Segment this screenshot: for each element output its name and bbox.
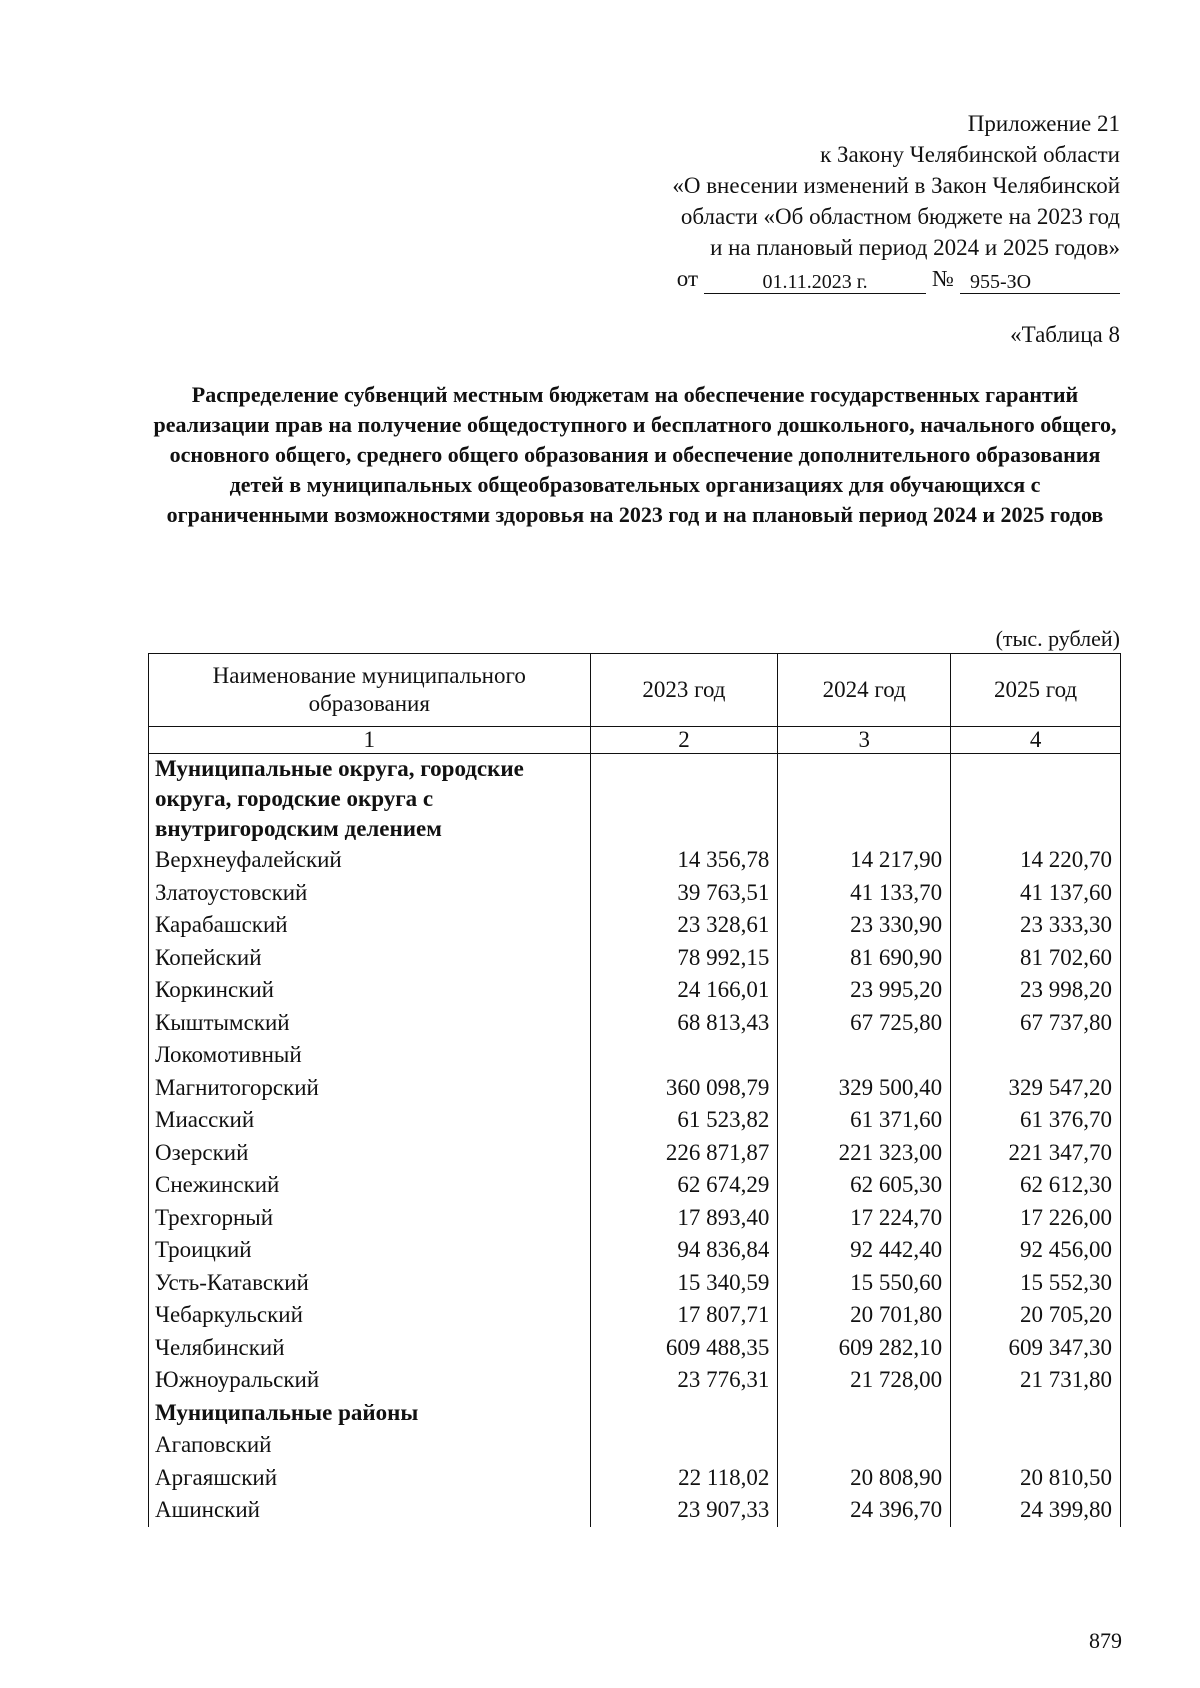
table-row (149, 1429, 1121, 1462)
table-caption: «Таблица 8 (1010, 322, 1120, 347)
table-row (149, 877, 1121, 910)
value-2023 (590, 1397, 778, 1430)
value-2023: 17 807,71 (590, 1299, 778, 1332)
table-row (149, 1267, 1121, 1300)
municipality-name: Троицкий (149, 1234, 591, 1267)
signature-row (672, 263, 1120, 294)
municipality-name: Муниципальные районы (149, 1397, 591, 1430)
table-row (149, 942, 1121, 975)
value-2024: 67 725,80 (778, 1007, 951, 1040)
value-2024: 14 217,90 (778, 844, 951, 877)
value-2025: 23 333,30 (951, 909, 1121, 942)
value-2023: 39 763,51 (590, 877, 778, 910)
appendix-line: области «Об областном бюджете на 2023 год (680, 204, 1120, 229)
value-2023: 14 356,78 (590, 844, 778, 877)
table-row (149, 1202, 1121, 1235)
table-body (149, 754, 1121, 1527)
value-2025: 62 612,30 (951, 1169, 1121, 1202)
municipality-name: Миасский (149, 1104, 591, 1137)
number-label: № (932, 266, 954, 291)
table-row (149, 1364, 1121, 1397)
table-row (149, 844, 1121, 877)
value-2025: 20 705,20 (951, 1299, 1121, 1332)
municipality-name: Трехгорный (149, 1202, 591, 1235)
value-2024: 41 133,70 (778, 877, 951, 910)
header-2024: 2024 год (778, 654, 951, 727)
value-2024: 61 371,60 (778, 1104, 951, 1137)
value-2024 (778, 1397, 951, 1430)
value-2025: 81 702,60 (951, 942, 1121, 975)
municipality-name: Локомотивный (149, 1039, 591, 1072)
municipality-name: Снежинский (149, 1169, 591, 1202)
column-number: 2 (590, 727, 778, 754)
municipality-name: Копейский (149, 942, 591, 975)
value-2025: 21 731,80 (951, 1364, 1121, 1397)
header-2023: 2023 год (590, 654, 778, 727)
value-2024: 24 396,70 (778, 1494, 951, 1527)
value-2025 (951, 1397, 1121, 1430)
municipality-name: Аргаяшский (149, 1462, 591, 1495)
value-2023: 78 992,15 (590, 942, 778, 975)
value-2025: 20 810,50 (951, 1462, 1121, 1495)
column-number: 1 (149, 727, 591, 754)
municipality-name: Муниципальные округа, городские округа, городские округа с внутригородским делением (149, 754, 591, 845)
value-2024: 329 500,40 (778, 1072, 951, 1105)
value-2024 (778, 754, 951, 845)
municipality-name: Карабашский (149, 909, 591, 942)
column-numbers-row (149, 727, 1121, 754)
value-2025: 61 376,70 (951, 1104, 1121, 1137)
value-2025: 14 220,70 (951, 844, 1121, 877)
section-row (149, 754, 1121, 845)
value-2025: 41 137,60 (951, 877, 1121, 910)
table-row (149, 1299, 1121, 1332)
table-row (149, 909, 1121, 942)
value-2023 (590, 754, 778, 845)
municipality-name: Южноуральский (149, 1364, 591, 1397)
municipality-name: Ашинский (149, 1494, 591, 1527)
table-row (149, 1462, 1121, 1495)
table-row (149, 1332, 1121, 1365)
value-2023: 23 907,33 (590, 1494, 778, 1527)
municipality-name: Усть-Катавский (149, 1267, 591, 1300)
header-municipality: Наименование муниципального образования (149, 654, 591, 727)
value-2023: 360 098,79 (590, 1072, 778, 1105)
value-2024: 17 224,70 (778, 1202, 951, 1235)
value-2025: 17 226,00 (951, 1202, 1121, 1235)
value-2024: 92 442,40 (778, 1234, 951, 1267)
appendix-line: «О внесении изменений в Закон Челябинской (672, 173, 1120, 198)
municipality-name: Верхнеуфалейский (149, 844, 591, 877)
municipality-name: Кыштымский (149, 1007, 591, 1040)
value-2025: 221 347,70 (951, 1137, 1121, 1170)
value-2025: 15 552,30 (951, 1267, 1121, 1300)
appendix-header (672, 108, 1120, 294)
law-date: 01.11.2023 г. (704, 271, 926, 294)
value-2023: 62 674,29 (590, 1169, 778, 1202)
value-2024 (778, 1039, 951, 1072)
municipality-name: Челябинский (149, 1332, 591, 1365)
value-2024: 20 701,80 (778, 1299, 951, 1332)
value-2024: 23 330,90 (778, 909, 951, 942)
table-row (149, 1072, 1121, 1105)
appendix-line: к Закону Челябинской области (820, 142, 1120, 167)
appendix-line: Приложение 21 (967, 111, 1120, 136)
value-2025 (951, 1429, 1121, 1462)
value-2024: 81 690,90 (778, 942, 951, 975)
value-2023: 61 523,82 (590, 1104, 778, 1137)
table-row (149, 1039, 1121, 1072)
table-row (149, 1007, 1121, 1040)
column-number: 4 (951, 727, 1121, 754)
value-2024: 62 605,30 (778, 1169, 951, 1202)
table-row (149, 974, 1121, 1007)
column-number: 3 (778, 727, 951, 754)
table-row (149, 1104, 1121, 1137)
value-2023: 15 340,59 (590, 1267, 778, 1300)
table-row (149, 1494, 1121, 1527)
value-2023: 226 871,87 (590, 1137, 778, 1170)
value-2024: 221 323,00 (778, 1137, 951, 1170)
value-2025: 92 456,00 (951, 1234, 1121, 1267)
value-2023: 609 488,35 (590, 1332, 778, 1365)
value-2025 (951, 754, 1121, 845)
table-row (149, 1137, 1121, 1170)
table-row (149, 1169, 1121, 1202)
municipality-name: Златоустовский (149, 877, 591, 910)
municipality-name: Агаповский (149, 1429, 591, 1462)
table-row (149, 1234, 1121, 1267)
subvention-table (148, 653, 1121, 1527)
value-2025: 24 399,80 (951, 1494, 1121, 1527)
value-2023: 94 836,84 (590, 1234, 778, 1267)
value-2024: 23 995,20 (778, 974, 951, 1007)
value-2023: 23 776,31 (590, 1364, 778, 1397)
value-2024: 21 728,00 (778, 1364, 951, 1397)
page-number: 879 (1089, 1628, 1122, 1653)
value-2023: 68 813,43 (590, 1007, 778, 1040)
value-2025: 609 347,30 (951, 1332, 1121, 1365)
value-2025: 329 547,20 (951, 1072, 1121, 1105)
value-2024: 15 550,60 (778, 1267, 951, 1300)
section-row (149, 1397, 1121, 1430)
value-2023 (590, 1429, 778, 1462)
value-2023: 23 328,61 (590, 909, 778, 942)
municipality-name: Магнитогорский (149, 1072, 591, 1105)
value-2023: 22 118,02 (590, 1462, 778, 1495)
value-2023 (590, 1039, 778, 1072)
law-number: 955-ЗО (960, 271, 1120, 294)
municipality-name: Чебаркульский (149, 1299, 591, 1332)
value-2024: 20 808,90 (778, 1462, 951, 1495)
value-2025 (951, 1039, 1121, 1072)
document-title: Распределение субвенций местным бюджетам на обеспечение государственных гарантий реализации прав на получение общедоступного и бесплатного дошкольного, начального общего, основного общего, среднего общего образования и обеспечение дополнительного образования детей в муниципальных общеобразовательных организациях для обучающихся с ограниченными возможностями здоровья на 2023 год и на плановый период 2024 и 2025 годов (153, 382, 1117, 527)
appendix-line: и на плановый период 2024 и 2025 годов» (710, 235, 1120, 260)
value-2023: 24 166,01 (590, 974, 778, 1007)
value-2024 (778, 1429, 951, 1462)
municipality-name: Озерский (149, 1137, 591, 1170)
value-2024: 609 282,10 (778, 1332, 951, 1365)
municipality-name: Коркинский (149, 974, 591, 1007)
value-2025: 67 737,80 (951, 1007, 1121, 1040)
from-label: от (676, 266, 699, 291)
units-label: (тыс. рублей) (995, 626, 1120, 651)
header-2025: 2025 год (951, 654, 1121, 727)
value-2025: 23 998,20 (951, 974, 1121, 1007)
value-2023: 17 893,40 (590, 1202, 778, 1235)
table-header-row (149, 654, 1121, 727)
